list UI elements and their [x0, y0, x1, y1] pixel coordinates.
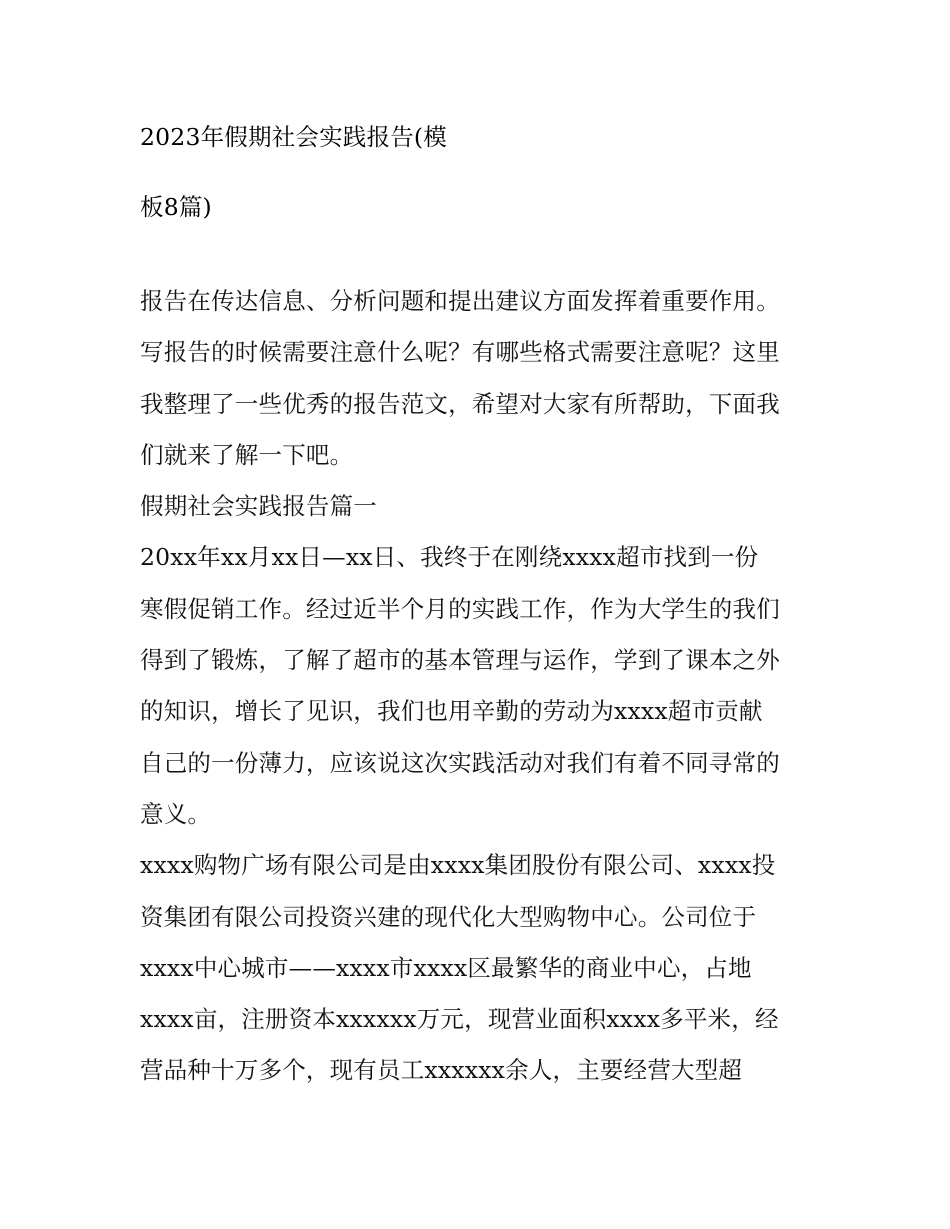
body-line: 我整理了一些优秀的报告范文，希望对大家有所帮助，下面我	[140, 389, 780, 418]
document-title	[140, 112, 830, 252]
body-line: 们就来了解一下吧。	[140, 440, 354, 469]
title-line: 板8篇)	[140, 193, 212, 221]
document-body	[140, 276, 830, 1097]
section-heading: 假期社会实践报告篇一	[140, 492, 377, 521]
body-line: 营品种十万多个，现有员工xxxxxx余人，主要经营大型超	[140, 1056, 743, 1085]
body-line: 自己的一份薄力，应该说这次实践活动对我们有着不同寻常的	[140, 748, 780, 777]
body-line: 资集团有限公司投资兴建的现代化大型购物中心。公司位于	[140, 902, 757, 931]
body-line: xxxx购物广场有限公司是由xxxx集团股份有限公司、xxxx投	[140, 851, 776, 880]
title-line: 2023年假期社会实践报告(模	[140, 123, 447, 151]
body-line: 20xx年xx月xx日—xx日、我终于在刚绕xxxx超市找到一份	[140, 543, 759, 572]
body-line: 意义。	[140, 799, 212, 828]
body-line: 报告在传达信息、分析问题和提出建议方面发挥着重要作用。	[140, 287, 780, 315]
body-line: 写报告的时候需要注意什么呢？有哪些格式需要注意呢？这里	[140, 338, 780, 367]
body-line: 寒假促销工作。经过近半个月的实践工作，作为大学生的我们	[140, 594, 780, 623]
body-line: xxxx中心城市——xxxx市xxxx区最繁华的商业中心，占地	[140, 953, 752, 982]
body-line: xxxx亩，注册资本xxxxxx万元，现营业面积xxxx多平米，经	[140, 1005, 779, 1034]
body-line: 的知识，增长了见识，我们也用辛勤的劳动为xxxx超市贡献	[140, 697, 763, 726]
body-line: 得到了锻炼，了解了超市的基本管理与运作，学到了课本之外	[140, 646, 780, 675]
